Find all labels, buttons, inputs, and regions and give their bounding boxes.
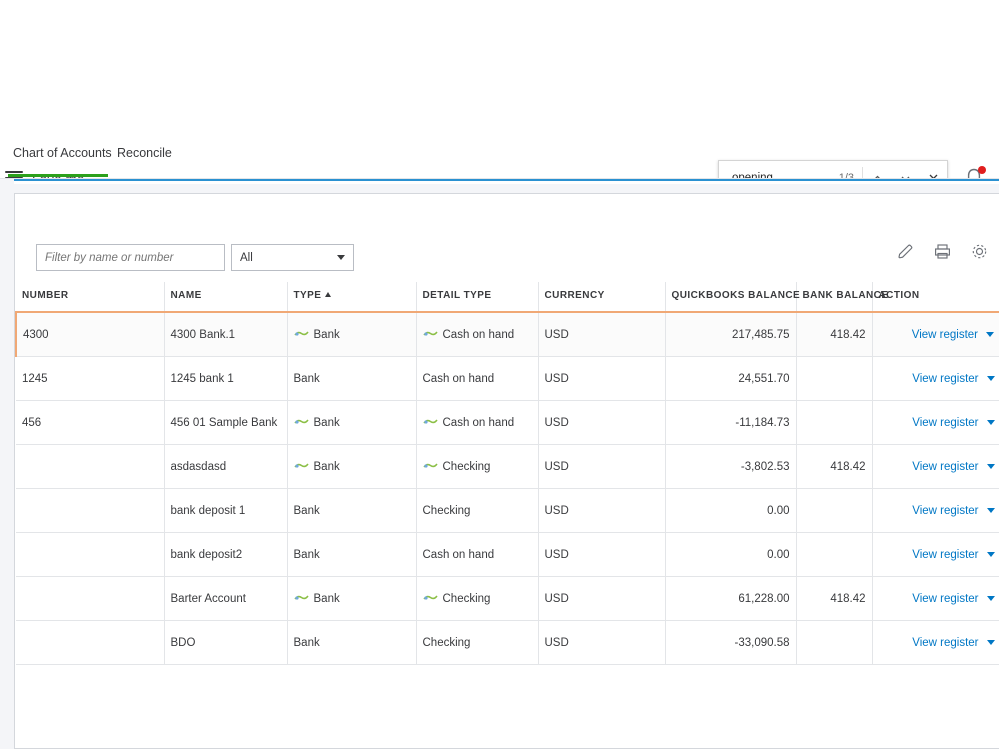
cell-currency: USD [538, 312, 665, 357]
bank-icon [294, 416, 309, 427]
cell-type [287, 445, 416, 489]
cell-bank-balance [796, 533, 872, 577]
cell-detail-type: Checking [416, 621, 538, 665]
bank-icon [423, 460, 438, 471]
cell-bank-balance: 418.42 [796, 312, 872, 357]
cell-type-label: Bank [313, 593, 340, 605]
bank-icon [294, 460, 309, 471]
chevron-down-icon[interactable] [987, 552, 995, 557]
cell-type: Bank [287, 357, 416, 401]
cell-action [872, 577, 999, 621]
view-register-link[interactable]: View register [912, 416, 979, 429]
content-area [0, 179, 999, 749]
tab-chart-of-accounts[interactable]: Chart of Accounts [13, 146, 112, 160]
tab-bar [0, 146, 999, 178]
table-row[interactable] [16, 621, 999, 665]
cell-action [872, 489, 999, 533]
account-type-select-value: All [240, 251, 253, 264]
cell-type [287, 312, 416, 357]
bank-icon [294, 328, 309, 339]
cell-action [872, 533, 999, 577]
column-header-quickbooks-balance[interactable]: QUICKBOOKS BALANCE [665, 282, 796, 312]
cell-type [287, 401, 416, 445]
cell-number [16, 489, 164, 533]
cell-name: 4300 Bank.1 [164, 312, 287, 357]
account-type-select[interactable] [231, 244, 354, 271]
table-row[interactable] [16, 533, 999, 577]
table-row[interactable] [16, 401, 999, 445]
cell-detail-type: Checking [416, 489, 538, 533]
cell-currency: USD [538, 445, 665, 489]
table-row[interactable] [16, 445, 999, 489]
cell-quickbooks-balance: 24,551.70 [665, 357, 796, 401]
view-register-link[interactable]: View register [911, 328, 978, 341]
cell-name: Barter Account [164, 577, 287, 621]
cell-currency: USD [538, 621, 665, 665]
cell-name: bank deposit2 [164, 533, 287, 577]
cell-currency: USD [538, 533, 665, 577]
chevron-down-icon[interactable] [987, 508, 995, 513]
table-header-row [16, 282, 999, 312]
table-row[interactable] [16, 489, 999, 533]
filter-input[interactable] [36, 244, 225, 271]
chevron-down-icon[interactable] [987, 640, 995, 645]
view-register-link[interactable]: View register [912, 504, 979, 517]
cell-number: 1245 [16, 357, 164, 401]
column-header-type[interactable] [287, 282, 416, 312]
cell-bank-balance: 418.42 [796, 577, 872, 621]
cell-type-label: Bank [313, 329, 340, 341]
cell-detail-type [416, 312, 538, 357]
cell-quickbooks-balance: 0.00 [665, 533, 796, 577]
cell-bank-balance [796, 401, 872, 445]
cell-number [16, 533, 164, 577]
cell-action [872, 312, 999, 357]
chevron-down-icon[interactable] [987, 596, 995, 601]
active-tab-indicator [8, 174, 108, 177]
cell-action [872, 621, 999, 665]
table-row[interactable] [16, 312, 999, 357]
cell-type-label: Bank [313, 461, 340, 473]
cell-bank-balance [796, 489, 872, 533]
tab-reconcile[interactable]: Reconcile [117, 146, 172, 160]
chevron-down-icon[interactable] [987, 420, 995, 425]
chevron-down-icon[interactable] [987, 376, 995, 381]
cell-number [16, 577, 164, 621]
cell-detail-type: Cash on hand [416, 357, 538, 401]
cell-action [872, 445, 999, 489]
cell-name: BDO [164, 621, 287, 665]
view-register-link[interactable]: View register [912, 592, 979, 605]
cell-detail-type: Cash on hand [416, 533, 538, 577]
cell-type [287, 577, 416, 621]
table-body [16, 312, 999, 665]
column-header-detail-type[interactable]: DETAIL TYPE [416, 282, 538, 312]
cell-detail-type-label: Checking [442, 461, 491, 473]
column-header-bank-balance[interactable]: BANK BALANCE [796, 282, 872, 312]
print-icon[interactable] [933, 242, 952, 261]
bank-icon [423, 592, 438, 603]
card-top-accent [14, 179, 999, 184]
column-header-number[interactable]: NUMBER [16, 282, 164, 312]
cell-bank-balance [796, 357, 872, 401]
cell-currency: USD [538, 577, 665, 621]
table-row[interactable] [16, 357, 999, 401]
cell-type: Bank [287, 489, 416, 533]
cell-detail-type [416, 445, 538, 489]
table-row[interactable] [16, 577, 999, 621]
chart-of-accounts-table [15, 282, 999, 665]
cell-number [16, 445, 164, 489]
cell-quickbooks-balance: -3,802.53 [665, 445, 796, 489]
cell-number: 456 [16, 401, 164, 445]
cell-detail-type [416, 401, 538, 445]
cell-detail-type-label: Cash on hand [442, 417, 515, 429]
cell-quickbooks-balance: 0.00 [665, 489, 796, 533]
cell-bank-balance: 418.42 [796, 445, 872, 489]
view-register-link[interactable]: View register [912, 460, 979, 473]
view-register-link[interactable]: View register [912, 636, 979, 649]
cell-action [872, 401, 999, 445]
column-header-action: ACTION [872, 282, 999, 312]
column-header-currency[interactable]: CURRENCY [538, 282, 665, 312]
cell-bank-balance [796, 621, 872, 665]
cell-number: 4300 [16, 312, 164, 357]
cell-name: asdasdasd [164, 445, 287, 489]
cell-currency: USD [538, 489, 665, 533]
view-register-link[interactable]: View register [912, 372, 979, 385]
pencil-icon[interactable] [896, 242, 915, 261]
chevron-down-icon [337, 255, 345, 260]
chevron-down-icon[interactable] [986, 332, 994, 337]
cell-name: bank deposit 1 [164, 489, 287, 533]
cell-name: 1245 bank 1 [164, 357, 287, 401]
view-register-link[interactable]: View register [912, 548, 979, 561]
bank-icon [423, 328, 438, 339]
column-header-name[interactable]: NAME [164, 282, 287, 312]
cell-quickbooks-balance: 217,485.75 [665, 312, 796, 357]
cell-quickbooks-balance: 61,228.00 [665, 577, 796, 621]
bank-icon [294, 592, 309, 603]
column-header-type-label: TYPE [293, 290, 322, 301]
table-tools [896, 242, 989, 261]
cell-type: Bank [287, 533, 416, 577]
accounts-card [14, 193, 999, 749]
cell-action [872, 357, 999, 401]
cell-type: Bank [287, 621, 416, 665]
cell-number [16, 621, 164, 665]
cell-currency: USD [538, 401, 665, 445]
cell-detail-type [416, 577, 538, 621]
chevron-down-icon[interactable] [987, 464, 995, 469]
cell-currency: USD [538, 357, 665, 401]
cell-detail-type-label: Checking [442, 593, 491, 605]
cell-detail-type-label: Cash on hand [442, 329, 515, 341]
cell-quickbooks-balance: -33,090.58 [665, 621, 796, 665]
gear-icon[interactable] [970, 242, 989, 261]
top-bar [0, 78, 999, 130]
cell-quickbooks-balance: -11,184.73 [665, 401, 796, 445]
cell-name: 456 01 Sample Bank [164, 401, 287, 445]
sort-asc-icon [325, 292, 331, 297]
cell-type-label: Bank [313, 417, 340, 429]
bank-icon [423, 416, 438, 427]
